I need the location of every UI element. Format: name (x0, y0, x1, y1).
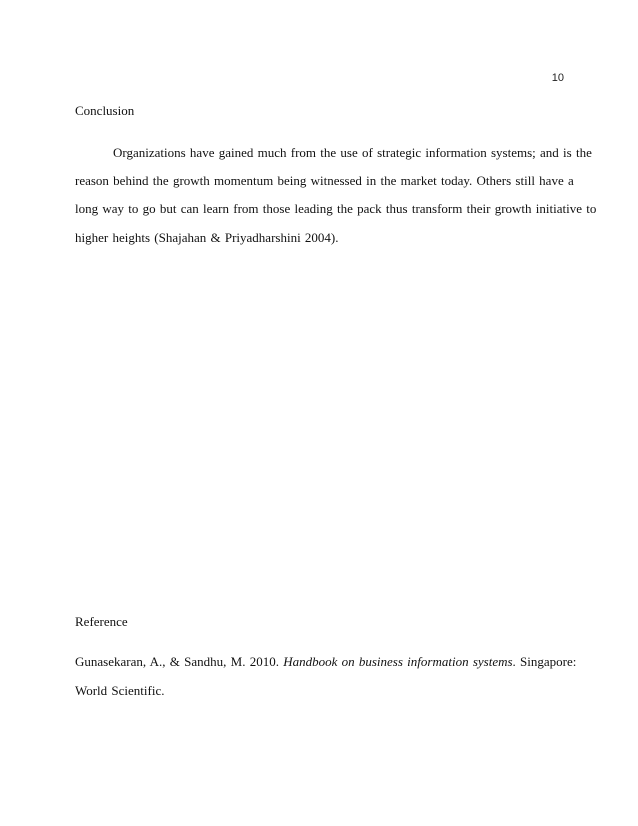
conclusion-paragraph-line: higher heights (Shajahan & Priyadharshini 2004). (75, 230, 339, 245)
conclusion-paragraph-line: reason behind the growth momentum being witnessed in the market today. Others still have a (75, 173, 574, 188)
conclusion-paragraph-line: long way to go but can learn from those leading the pack thus transform their growth initiative to (75, 201, 597, 216)
conclusion-paragraph-line: Organizations have gained much from the use of strategic information systems; and is the (113, 145, 592, 160)
reference-entry-line: World Scientific. (75, 683, 165, 698)
reference-book-title: Handbook on business information systems (283, 654, 513, 669)
reference-entry-line (75, 654, 577, 670)
conclusion-heading: Conclusion (75, 103, 135, 118)
page-number: 10 (551, 72, 564, 84)
reference-authors-year: Gunasekaran, A., & Sandhu, M. 2010. (75, 654, 284, 669)
reference-heading: Reference (75, 614, 128, 629)
reference-publisher-place: . Singapore: (512, 654, 577, 669)
